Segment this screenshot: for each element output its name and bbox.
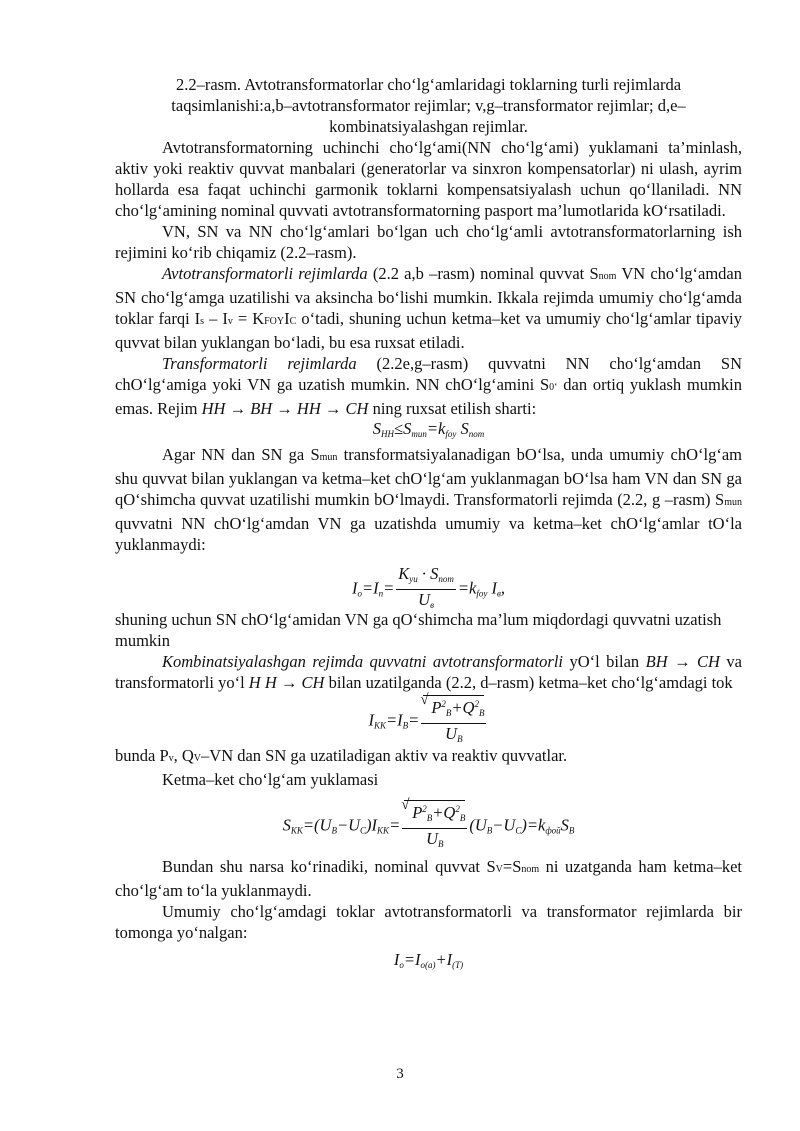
term-autotransformer-modes: Avtotransformatorli rejimlarda [162,264,368,283]
paragraph-combined-load: Agar NN dan SN ga Smun transformatsiyalanadigan bO‘lsa, unda umumiy chO‘lg‘am shu quvvat bilan yuklangan va ketma–ket chO‘lg‘am yuklanmagan bO‘lsa ham VN dan SN ga qO‘shimcha quvvat uzatilishi mumkin bO‘lmaydi. Transformatorli rejimda (2.2, g –rasm) Smun quvvatni NN chO‘lg‘amdan VN ga uzatishda umumiy va ketma–ket chO‘lg‘amlar tO‘la yuklanmaydi: [115,445,743,554]
formula-series-current: $I_{KK}=I_B=$ √ $\frac{P^2_B+Q^2_B}{U_B}$ [115,695,742,745]
paragraph-autotransformer-modes: Avtotransformatorli rejimlarda (2.2 a,b –rasm) nominal quvvat Snom VN cho‘lg‘amdan SN cho‘lg‘amga uzatilishi va aksincha bo‘lishi mumkin. Ikkala rejimda umumiy cho‘lg‘amda toklar farqi Is – Iv = KFOYIC o‘tadi, shuning uchun ketma–ket va umumiy cho‘lg‘amlar tipaviy quvvat bilan yuklangan bo‘ladi, bu esa ruxsat etiladi. [115,264,742,352]
paragraph-transformer-modes: Transformatorli rejimlarda (2.2e,g–rasm) quvvatni NN cho‘lg‘amdan SN chO‘lg‘amiga yoki VN ga uzatish mumkin. NN chO‘lg‘amini S0‘ dan ortiq yuklash mumkin emas. Rejim HH → BH → HH → CH ning ruxsat etilish sharti: [115,354,742,418]
formula-common-winding-current: $I_o=I_{o(a)}+I_{(T)}$ [393,950,464,970]
paragraph-power-definitions: bunda Pv, QV–VN dan SN ga uzatiladigan aktiv va reaktiv quvvatlar. [115,746,568,765]
term-combined-mode: Kombinatsiyalashgan rejimda quvvatni avtotransformatorli [162,652,564,671]
formula-load-condition: $S_{HH}\le S_{mun}=k_{foy}$ $S_{nom}$ [372,419,485,439]
paragraph-operating-modes-intro: VN, SN va NN cho‘lg‘amlari bo‘lgan uch cho‘lg‘amli avtotransformatorlarning ish rejimini ko‘rib chiqamiz (2.2–rasm). [115,222,742,262]
term-transformer-modes: Transformatorli rejimlarda [162,354,357,373]
paragraph-current-direction: Umumiy cho‘lg‘amdagi toklar avtotransformatorli va transformator rejimlarda bir tomonga yo‘nalgan: [115,902,742,942]
paragraph-combined-mode: Kombinatsiyalashgan rejimda quvvatni avtotransformatorli yO‘l bilan BH → CH va transformatorli yo‘l H H → CH bilan uzatilganda (2.2, d–rasm) ketma–ket cho‘lg‘amdagi tok [115,652,742,692]
document-body [115,74,742,976]
figure-caption: 2.2–rasm. Avtotransformatorlar cho‘lg‘amlaridagi toklarning turli rejimlarda taqsimlanishi:a,b–avtotransformator rejimlar; v,g–transformator rejimlar; d,e–kombinatsiyalashgan rejimlar. [171,75,686,136]
page-number: 3 [396,1066,404,1082]
regime-label: HH → BH → HH → CH [201,399,369,418]
paragraph-additional-power: shuning uchun SN chO‘lg‘amidan VN ga qO‘shimcha ma’lum miqdordagi quvvatni uzatish mumkin [115,610,722,650]
formula-series-load: $S_{KK}=(U_B-U_C)I_{KK}=$ √ $\frac{P^2_B+Q^2_B}{U_B}$ $(U_B-U_C)=k_{фой}S_B$ [115,800,742,856]
paragraph-tertiary-winding: Avtotransformatorning uchinchi cho‘lg‘ami(NN cho‘lg‘ami) yuklamani ta’minlash, aktiv yoki reaktiv quvvat manbalari (generatorlar va sinxron kompensatorlar) ni ulash, ayrim hollarda esa faqat uchinchi garmonik toklarni kompensatsiyalash uchun qo‘llaniladi. NN cho‘lg‘amining nominal quvvati avtotransformatorning pasport ma’lumotlarida kO‘rsatiladi. [115,138,742,220]
formula-common-current: $I_o=I_п=$ $\frac{K_{уи} \cdot S_{nom}}{U_в}$ $=k_{foy}$ $I_в$, [351,564,506,610]
paragraph-series-load-title: Ketma–ket cho‘lg‘am yuklamasi [162,770,379,789]
paragraph-nominal-transfer: Bundan shu narsa ko‘rinadiki, nominal quvvat SV=Snom ni uzatganda ham ketma–ket cho‘lg‘am to‘la yuklanmaydi. [115,857,742,900]
